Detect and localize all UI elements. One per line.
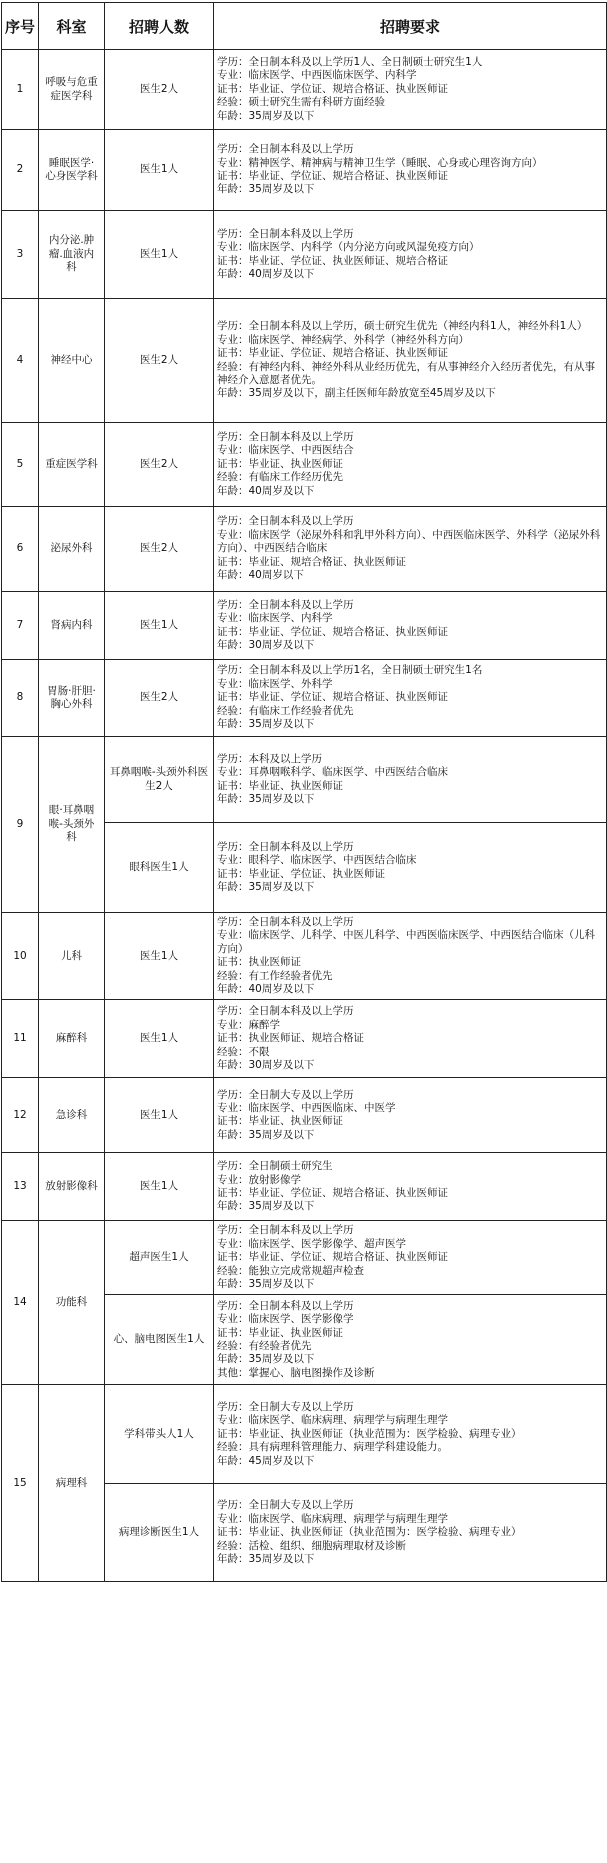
requirement-line: 专业：临床医学、儿科学、中医儿科学、中西医临床医学、中西医结合临床（儿科方向） xyxy=(217,929,595,955)
table-row xyxy=(2,299,607,423)
requirement-line: 证书：毕业证、执业医师证（执业范围为：医学检验、病理专业） xyxy=(217,1526,522,1539)
requirement-line: 证书：毕业证、执业医师证 xyxy=(217,1115,343,1128)
requirement-line: 专业：临床医学、临床病理、病理学与病理生理学 xyxy=(217,1414,448,1427)
requirement-line: 学历：全日制本科及以上学历 xyxy=(217,227,354,240)
requirement-line: 经验：有临床工作经验者优先 xyxy=(217,704,354,717)
requirement-line: 专业：临床医学、医学影像学、超声医学 xyxy=(217,1237,406,1250)
requirement-line: 经验：具有病理科管理能力、病理学科建设能力。 xyxy=(217,1441,448,1454)
requirement-line: 证书：毕业证、执业医师证（执业范围为：医学检验、病理专业） xyxy=(217,1427,522,1440)
header-seq: 序号 xyxy=(2,3,39,50)
requirement-line: 证书：毕业证、学位证、规培合格证、执业医师证 xyxy=(217,170,448,182)
department-name: 神经中心 xyxy=(39,299,105,423)
department-name: 放射影像科 xyxy=(39,1153,105,1221)
requirement-line: 证书：毕业证、学位证、规培合格证、执业医师证 xyxy=(217,82,448,95)
requirements-cell xyxy=(214,1484,607,1582)
requirement-line: 经验：不限 xyxy=(217,1045,270,1058)
requirement-line: 证书：毕业证、规培合格证、执业医师证 xyxy=(217,555,406,568)
requirement-line: 专业：临床医学、中西医结合 xyxy=(217,444,354,457)
requirement-line: 证书：执业医师证、规培合格证 xyxy=(217,1032,364,1045)
requirements-cell xyxy=(214,507,607,592)
department-name: 功能科 xyxy=(39,1221,105,1385)
requirement-line: 经验：有临床工作经历优先 xyxy=(217,471,343,484)
row-number: 9 xyxy=(2,737,39,913)
requirement-line: 学历：全日制本科及以上学历，硕士研究生优先（神经内科1人，神经外科1人） xyxy=(217,320,588,333)
table-row xyxy=(2,592,607,660)
requirement-line: 专业：眼科学、临床医学、中西医结合临床 xyxy=(217,854,417,867)
row-number: 12 xyxy=(2,1078,39,1153)
table-body xyxy=(2,50,607,1582)
hiring-count: 医生1人 xyxy=(105,913,214,1000)
requirement-line: 专业：临床医学、中西医临床医学、内科学 xyxy=(217,69,417,82)
table-row xyxy=(2,211,607,299)
requirement-line: 证书：毕业证、学位证、规培合格证、执业医师证 xyxy=(217,1186,448,1199)
requirement-line: 经验：活检、组织、细胞病理取材及诊断 xyxy=(217,1539,406,1552)
department-name: 胃肠·肝胆·胸心外科 xyxy=(39,660,105,737)
header-row xyxy=(2,3,607,50)
hiring-count: 医生1人 xyxy=(105,1078,214,1153)
department-name: 肾病内科 xyxy=(39,592,105,660)
requirements-cell xyxy=(214,737,607,823)
requirement-line: 年龄：35周岁及以下 xyxy=(217,1128,315,1141)
hiring-count: 病理诊断医生1人 xyxy=(105,1484,214,1582)
requirements-cell xyxy=(214,1295,607,1385)
requirement-line: 学历：全日制本科及以上学历 xyxy=(217,916,354,928)
table-row xyxy=(2,423,607,507)
requirement-line: 年龄：30周岁及以下 xyxy=(217,1059,315,1072)
requirement-line: 年龄：35周岁及以下 xyxy=(217,109,315,122)
requirement-line: 专业：耳鼻咽喉科学、临床医学、中西医结合临床 xyxy=(217,766,448,779)
table-row xyxy=(2,1000,607,1078)
requirement-line: 专业：临床医学（泌尿外科和乳甲外科方向）、中西医临床医学、外科学（泌尿外科方向）、中西医结合临床 xyxy=(217,528,601,555)
hiring-count: 耳鼻咽喉-头颈外科医生2人 xyxy=(105,737,214,823)
requirements-cell xyxy=(214,1078,607,1153)
requirement-line: 专业：临床医学、神经病学、外科学（神经外科方向） xyxy=(217,333,469,346)
requirements-cell xyxy=(214,592,607,660)
row-number: 7 xyxy=(2,592,39,660)
hiring-count: 超声医生1人 xyxy=(105,1221,214,1295)
requirement-line: 年龄：35周岁及以下 xyxy=(217,792,315,805)
row-number: 10 xyxy=(2,913,39,1000)
requirement-line: 专业：临床医学、中西医临床、中医学 xyxy=(217,1102,396,1115)
requirement-line: 经验：有工作经验者优先 xyxy=(217,969,333,982)
requirement-line: 年龄：45周岁及以下 xyxy=(217,1454,315,1467)
row-number: 2 xyxy=(2,130,39,211)
requirement-line: 学历：全日制本科及以上学历 xyxy=(217,840,354,853)
requirement-line: 专业：麻醉学 xyxy=(217,1018,280,1031)
requirement-line: 年龄：35周岁及以下 xyxy=(217,718,315,731)
requirement-line: 学历：全日制本科及以上学历1名，全日制硕士研究生1名 xyxy=(217,664,483,677)
hiring-count: 心、脑电图医生1人 xyxy=(105,1295,214,1385)
requirement-line: 专业：临床医学、临床病理、病理学与病理生理学 xyxy=(217,1512,448,1525)
requirements-cell xyxy=(214,1221,607,1295)
department-name: 内分泌.肿瘤.血液内科 xyxy=(39,211,105,299)
requirement-line: 年龄：35周岁及以下，副主任医师年龄放宽至45周岁及以下 xyxy=(217,387,496,400)
requirement-line: 专业：临床医学、内科学 xyxy=(217,612,333,625)
table-row xyxy=(2,1221,607,1295)
requirement-line: 年龄：40周岁以下 xyxy=(217,569,304,582)
table-row xyxy=(2,1153,607,1221)
requirement-line: 证书：毕业证、执业医师证 xyxy=(217,457,343,470)
department-name: 呼吸与危重症医学科 xyxy=(39,50,105,130)
requirement-line: 年龄：35周岁及以下 xyxy=(217,183,315,196)
requirement-line: 证书：毕业证、学位证、规培合格证、执业医师证 xyxy=(217,1251,448,1264)
requirement-line: 年龄：35周岁及以下 xyxy=(217,880,315,893)
header-requirements: 招聘要求 xyxy=(214,3,607,50)
row-number: 11 xyxy=(2,1000,39,1078)
requirement-line: 年龄：35周岁及以下 xyxy=(217,1553,315,1566)
requirements-cell xyxy=(214,823,607,913)
requirement-line: 专业：放射影像学 xyxy=(217,1173,301,1186)
requirement-line: 年龄：40周岁及以下 xyxy=(217,484,315,497)
row-number: 4 xyxy=(2,299,39,423)
table-row xyxy=(2,660,607,737)
requirement-line: 学历：全日制本科及以上学历 xyxy=(217,1224,354,1237)
hiring-count: 医生1人 xyxy=(105,592,214,660)
table-row xyxy=(2,507,607,592)
requirement-line: 学历：本科及以上学历 xyxy=(217,752,322,765)
requirement-line: 经验：能独立完成常规超声检查 xyxy=(217,1264,364,1277)
requirements-cell xyxy=(214,1000,607,1078)
table-row xyxy=(2,737,607,823)
requirements-cell xyxy=(214,913,607,1000)
requirement-line: 专业：临床医学、外科学 xyxy=(217,677,333,690)
hiring-count: 学科带头人1人 xyxy=(105,1385,214,1484)
row-number: 8 xyxy=(2,660,39,737)
table-row xyxy=(2,50,607,130)
hiring-count: 医生1人 xyxy=(105,130,214,211)
requirement-line: 专业：临床医学、内科学（内分泌方向或风湿免疫方向） xyxy=(217,241,480,254)
row-number: 3 xyxy=(2,211,39,299)
requirement-line: 经验：有神经内科、神经外科从业经历优先，有从事神经介入经历者优先，有从事神经介入意愿者优先。 xyxy=(217,360,595,386)
requirement-line: 专业：临床医学、医学影像学 xyxy=(217,1313,354,1326)
hiring-count: 医生1人 xyxy=(105,1000,214,1078)
hiring-count: 医生1人 xyxy=(105,1153,214,1221)
requirements-cell xyxy=(214,1153,607,1221)
hiring-count: 医生2人 xyxy=(105,50,214,130)
header-count: 招聘人数 xyxy=(105,3,214,50)
requirements-cell xyxy=(214,423,607,507)
hiring-count: 医生2人 xyxy=(105,299,214,423)
requirement-line: 年龄：35周岁及以下 xyxy=(217,1278,315,1291)
recruitment-table xyxy=(1,2,607,1582)
department-name: 儿科 xyxy=(39,913,105,1000)
table-row xyxy=(2,913,607,1000)
hiring-count: 医生2人 xyxy=(105,507,214,592)
row-number: 15 xyxy=(2,1385,39,1582)
row-number: 1 xyxy=(2,50,39,130)
requirement-line: 学历：全日制本科及以上学历 xyxy=(217,143,354,156)
requirement-line: 专业：精神医学、精神病与精神卫生学（睡眠、心身或心理咨询方向） xyxy=(217,156,543,169)
requirement-line: 学历：全日制硕士研究生 xyxy=(217,1160,333,1173)
requirement-line: 学历：全日制本科及以上学历 xyxy=(217,598,354,611)
requirements-cell xyxy=(214,211,607,299)
row-number: 13 xyxy=(2,1153,39,1221)
requirement-line: 证书：毕业证、学位证、规培合格证、执业医师证 xyxy=(217,691,448,704)
requirement-line: 年龄：35周岁及以下 xyxy=(217,1353,315,1366)
header-dept: 科室 xyxy=(39,3,105,50)
requirement-line: 证书：毕业证、学位证、执业医师证、规培合格证 xyxy=(217,254,448,267)
hiring-count: 医生1人 xyxy=(105,211,214,299)
hiring-count: 眼科医生1人 xyxy=(105,823,214,913)
hiring-count: 医生2人 xyxy=(105,423,214,507)
requirement-line: 证书：毕业证、学位证、执业医师证 xyxy=(217,867,385,880)
requirement-line: 证书：毕业证、执业医师证 xyxy=(217,1326,343,1339)
department-name: 眼·耳鼻咽喉-头颈外科 xyxy=(39,737,105,913)
requirements-cell xyxy=(214,130,607,211)
requirement-line: 学历：全日制本科及以上学历 xyxy=(217,430,354,443)
requirement-line: 年龄：35周岁及以下 xyxy=(217,1200,315,1213)
requirement-line: 学历：全日制本科及以上学历1人、全日制硕士研究生1人 xyxy=(217,55,483,68)
requirement-line: 年龄：30周岁及以下 xyxy=(217,638,315,651)
row-number: 14 xyxy=(2,1221,39,1385)
table-row xyxy=(2,1385,607,1484)
requirement-line: 学历：全日制本科及以上学历 xyxy=(217,1299,354,1312)
department-name: 麻醉科 xyxy=(39,1000,105,1078)
department-name: 睡眠医学·心身医学科 xyxy=(39,130,105,211)
requirement-line: 经验：硕士研究生需有科研方面经验 xyxy=(217,96,385,109)
requirement-line: 经验：有经验者优先 xyxy=(217,1339,312,1352)
department-name: 泌尿外科 xyxy=(39,507,105,592)
hiring-count: 医生2人 xyxy=(105,660,214,737)
requirement-line: 学历：全日制本科及以上学历 xyxy=(217,515,354,528)
requirement-line: 其他：掌握心、脑电图操作及诊断 xyxy=(217,1366,375,1379)
department-name: 急诊科 xyxy=(39,1078,105,1153)
requirement-line: 证书：毕业证、执业医师证 xyxy=(217,779,343,792)
requirement-line: 证书：毕业证、学位证、规培合格证、执业医师证 xyxy=(217,625,448,638)
requirement-line: 年龄：40周岁及以下 xyxy=(217,983,315,996)
requirement-line: 学历：全日制大专及以上学历 xyxy=(217,1499,354,1512)
table-row xyxy=(2,1078,607,1153)
department-name: 病理科 xyxy=(39,1385,105,1582)
requirements-cell xyxy=(214,50,607,130)
requirements-cell xyxy=(214,1385,607,1484)
row-number: 5 xyxy=(2,423,39,507)
table-row xyxy=(2,130,607,211)
requirement-line: 学历：全日制本科及以上学历 xyxy=(217,1005,354,1018)
department-name: 重症医学科 xyxy=(39,423,105,507)
row-number: 6 xyxy=(2,507,39,592)
requirements-cell xyxy=(214,660,607,737)
requirement-line: 证书：执业医师证 xyxy=(217,956,301,969)
requirement-line: 证书：毕业证、学位证、规培合格证、执业医师证 xyxy=(217,347,448,360)
requirements-cell xyxy=(214,299,607,423)
requirement-line: 年龄：40周岁及以下 xyxy=(217,267,315,280)
requirement-line: 学历：全日制大专及以上学历 xyxy=(217,1400,354,1413)
requirement-line: 学历：全日制大专及以上学历 xyxy=(217,1088,354,1101)
